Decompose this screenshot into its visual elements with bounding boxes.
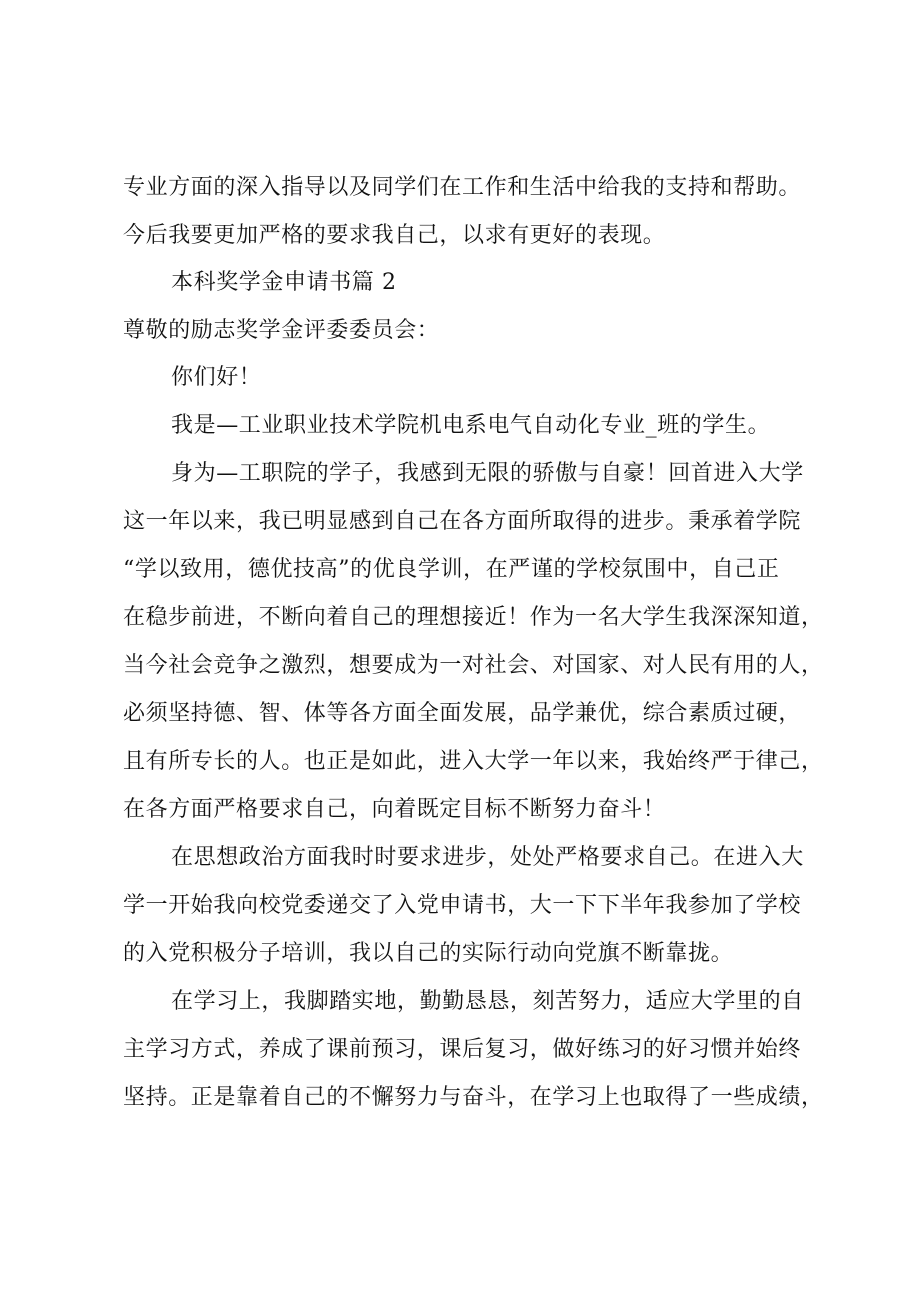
text-line: 在学习上，我脚踏实地，勤勤恳恳，刻苦努力，适应大学里的自 (171, 989, 804, 1014)
text-line: 在稳步前进，不断向着自己的理想接近！作为一名大学生我深深知道， (123, 605, 824, 630)
text-line: 当今社会竞争之激烈，想要成为一对社会、对国家、对人民有用的人， (123, 653, 824, 678)
text-line: 主学习方式，养成了课前预习，课后复习，做好练习的好习惯并始终 (123, 1037, 802, 1062)
salutation: 尊敬的励志奖学金评委委员会： (123, 318, 440, 343)
text-line: 我是—工业职业技术学院机电系电气自动化专业_班的学生。 (171, 413, 771, 438)
text-line: 必须坚持德、智、体等各方面全面发展，品学兼优，综合素质过硬， (123, 701, 802, 726)
greeting: 你们好！ (171, 365, 262, 390)
section-heading: 本科奖学金申请书篇 2 (171, 270, 397, 295)
text-line: “学以致用，德优技高”的优良学训，在严谨的学校氛围中，自己正 (123, 557, 780, 582)
text-line: 在思想政治方面我时时要求进步，处处严格要求自己。在进入大 (171, 845, 804, 870)
text-line: 在各方面严格要求自己，向着既定目标不断努力奋斗！ (123, 797, 666, 822)
text-line: 这一年以来，我已明显感到自己在各方面所取得的进步。秉承着学院 (123, 509, 802, 534)
text-line: 坚持。正是靠着自己的不懈努力与奋斗，在学习上也取得了一些成绩， (123, 1085, 824, 1110)
text-line: 的入党积极分子培训，我以自己的实际行动向党旗不断靠拢。 (123, 941, 734, 966)
text-line: 身为—工职院的学子，我感到无限的骄傲与自豪！回首进入大学 (171, 461, 804, 486)
text-line: 学一开始我向校党委递交了入党申请书，大一下下半年我参加了学校 (123, 893, 802, 918)
text-line: 今后我要更加严格的要求我自己，以求有更好的表现。 (123, 223, 666, 248)
text-line: 专业方面的深入指导以及同学们在工作和生活中给我的支持和帮助。 (123, 175, 802, 200)
text-line: 且有所专长的人。也正是如此，进入大学一年以来，我始终严于律己， (123, 749, 824, 774)
